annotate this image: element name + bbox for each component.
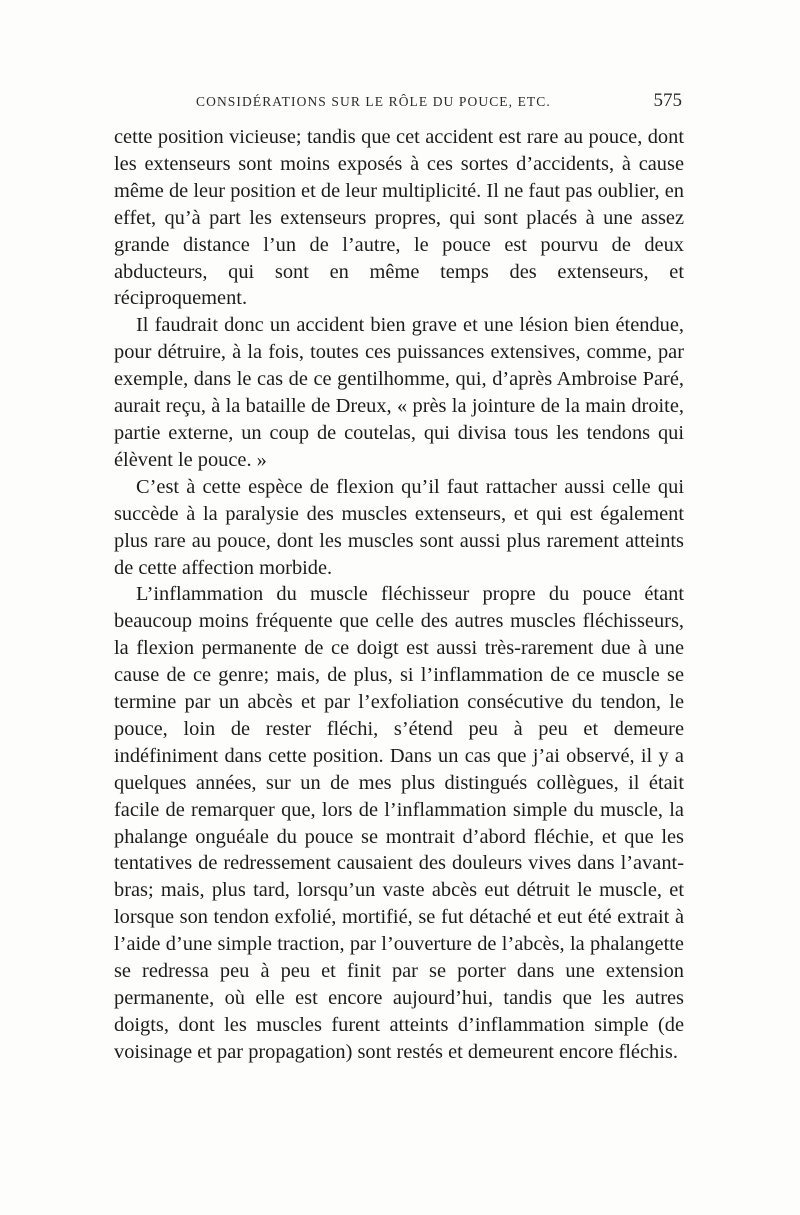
- paragraph-1: cette position vicieuse; tandis que cet accident est rare au pouce, dont les extenseurs sont moins exposés à ces sortes d’accidents, à cause même de leur position et de leur multiplicité. Il ne faut pas oublier, en effet, qu’à part les extenseurs propres, qui sont placés à une assez grande distance l’un de l’autre, le pouce est pourvu de deux abducteurs, qui sont en même temps des extenseurs, et réciproquement.: [114, 126, 684, 310]
- running-title: CONSIDÉRATIONS SUR LE RÔLE DU POUCE, ETC.: [196, 94, 551, 109]
- page-number: 575: [653, 90, 682, 111]
- paragraph-3: C’est à cette espèce de flexion qu’il faut rattacher aussi celle qui succède à la paralysie des muscles extenseurs, et qui est également plus rare au pouce, dont les muscles sont aussi plus rarement atteints de cette affection morbide.: [114, 475, 684, 579]
- page-header: [112, 92, 682, 118]
- paragraph-4: L’inflammation du muscle fléchisseur propre du pouce étant beaucoup moins fréquente que celle des autres muscles fléchisseurs, la flexion permanente de ce doigt est aussi très-rarement due à une cause de ce genre; mais, de plus, si l’inflammation de ce muscle se termine par un abcès et par l’exfoliation consécutive du tendon, le pouce, loin de rester fléchi, s’étend peu à peu et demeure indéfiniment dans cette position. Dans un cas que j’ai observé, il y a quelques années, sur un de mes plus distingués collègues, il était facile de remarquer que, lors de l’inflammation simple du muscle, la phalange onguéale du pouce se montrait d’abord fléchie, et que les tentatives de redressement causaient des douleurs vives dans l’avant-bras; mais, plus tard, lorsqu’un vaste abcès eut détruit le muscle, et lorsque son tendon exfolié, mortifié, se fut détaché et eut été extrait à l’aide d’une simple traction, par l’ouverture de l’abcès, la phalangette se redressa peu à peu et finit par se porter dans une extension permanente, où elle est encore aujourd’hui, tandis que les autres doigts, dont les muscles furent atteints d’inflammation simple (de voisinage et par propagation) sont restés et demeurent encore fléchis.: [114, 583, 684, 1063]
- paragraph-2: Il faudrait donc un accident bien grave et une lésion bien étendue, pour détruire, à la fois, toutes ces puissances extensives, comme, par exemple, dans le cas de ce gentilhomme, qui, d’après Ambroise Paré, aurait reçu, à la bataille de Dreux, « près la jointure de la main droite, partie externe, un coup de coutelas, qui divisa tous les tendons qui élèvent le pouce. »: [114, 314, 684, 471]
- body-text: [114, 124, 684, 1066]
